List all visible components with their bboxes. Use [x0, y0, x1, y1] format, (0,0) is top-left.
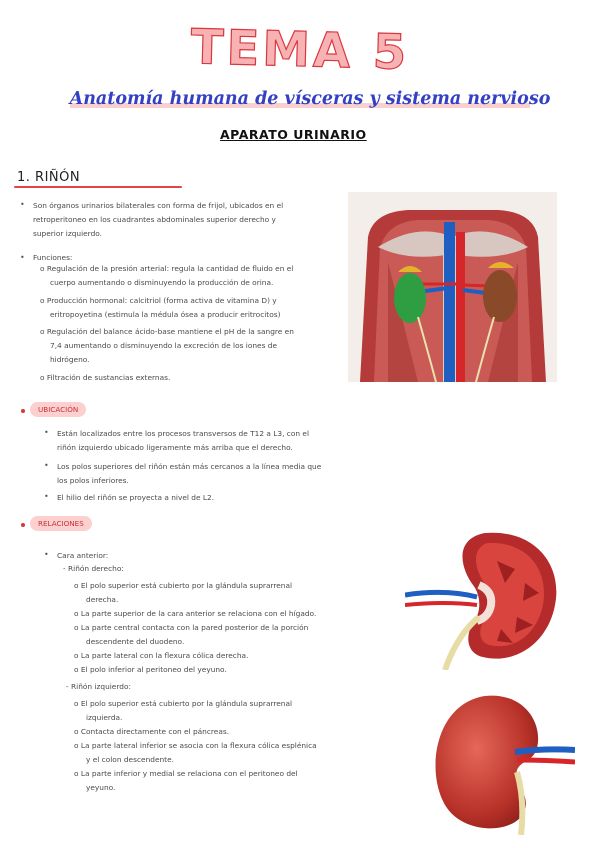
intro-line: superior izquierdo.	[33, 229, 103, 238]
izquierdo-list: o El polo superior está cubierto por la glándula suprarrenal izquierda. o Contacta directamente con el páncreas. o La parte lateral inferior se asocia con la flexura cólica esplénica y el colon descendente. o La parte inferior y medial se relaciona con el peritoneo del yeyuno.	[74, 699, 317, 792]
kidney-cross-section	[405, 525, 565, 670]
kidney-illustration	[425, 690, 575, 835]
pill-dot-icon	[21, 523, 25, 527]
ubicacion-item: El hilio del riñón se proyecta a nivel de L2.	[57, 493, 215, 502]
section-title: APARATO URINARIO	[220, 127, 367, 142]
heading-underline	[14, 186, 182, 188]
rinon-izquierdo-label: - Riñón izquierdo:	[66, 682, 131, 691]
bullet-icon: •	[44, 428, 49, 437]
rinon-derecho-label: - Riñón derecho:	[63, 564, 124, 573]
intro-line: Son órganos urinarios bilaterales con forma de frijol, ubicados en el	[33, 201, 284, 210]
page-subtitle: Anatomía humana de vísceras y sistema nervioso	[60, 89, 560, 109]
bullet-icon: •	[20, 200, 25, 209]
pill-dot-icon	[21, 409, 25, 413]
page-title: TEMA 5	[190, 19, 410, 81]
ubicacion-item: Los polos superiores del riñón están más cercanos a la línea media que los polos inferiores.	[57, 462, 322, 485]
funcion-item: o Regulación de la presión arterial: regula la cantidad de fluido en el cuerpo aumentando o disminuyendo la producción de orina.	[40, 264, 294, 287]
relaciones-pill: RELACIONES	[30, 516, 92, 531]
bullet-icon: •	[20, 253, 25, 262]
ubicacion-pill: UBICACIÓN	[30, 402, 86, 417]
bullet-icon: •	[44, 461, 49, 470]
ubicacion-item: Están localizados entre los procesos transversos de T12 a L3, con el riñón izquierdo ubicado ligeramente más arriba que el derecho.	[57, 429, 310, 452]
funciones-label: Funciones:	[33, 253, 73, 262]
bullet-icon: •	[44, 550, 49, 559]
funcion-item: o Filtración de sustancias externas.	[40, 373, 171, 382]
intro-line: retroperitoneo en los cuadrantes abdominales superior derecho y	[33, 215, 276, 224]
anatomy-photo	[348, 192, 557, 382]
bullet-icon: •	[44, 492, 49, 501]
derecho-list: o El polo superior está cubierto por la glándula suprarrenal derecha. o La parte superior de la cara anterior se relaciona con el hígado. o La parte central contacta con la pared posterior de la porción descendente del duodeno. o La parte lateral con la flexura cólica derecha. o El polo inferior al peritoneo del yeyuno.	[74, 581, 317, 674]
funcion-item: o Producción hormonal: calcitriol (forma activa de vitamina D) y eritropoyetina (estimula la médula ósea a producir eritrocitos)	[40, 296, 281, 319]
funcion-item: o Regulación del balance ácido-base mantiene el pH de la sangre en 7,4 aumentando o disminuyendo la excreción de los iones de hidrógeno.	[40, 327, 294, 364]
heading-rinon: 1. RIÑÓN	[17, 170, 81, 185]
intro-text	[33, 199, 283, 241]
cara-anterior-label: Cara anterior:	[57, 551, 109, 560]
